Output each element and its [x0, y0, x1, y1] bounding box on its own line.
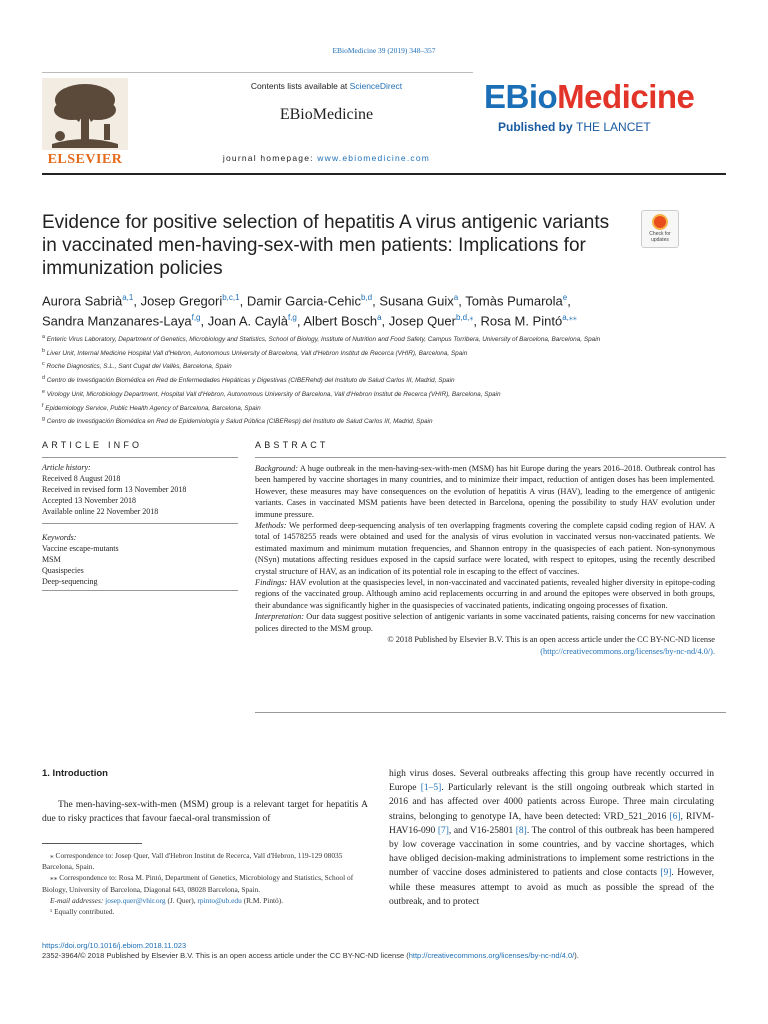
history-accepted: Accepted 13 November 2018 [42, 496, 136, 505]
divider [255, 712, 726, 713]
ref-link[interactable]: [1–5] [420, 783, 442, 794]
email-link[interactable]: josep.quer@vhir.org [105, 895, 166, 905]
author[interactable]: Aurora Sabrià [42, 293, 123, 309]
abstract-heading: ABSTRACT [255, 440, 329, 450]
homepage-link[interactable]: www.ebiomedicine.com [317, 153, 431, 163]
cc-license-link[interactable]: http://creativecommons.org/licenses/by-nc-nd/4.0/ [408, 951, 575, 960]
author-affiliation-marker[interactable]: f,g [191, 313, 201, 323]
abstract-background: Background: A huge outbreak in the men-having-sex-with-men (MSM) has hit Europe during the years 2016–2018. Outbreak control has been hampered by vaccine shortages in many countries, and to minimize their impact, reduction of antigen doses has been implemented. However, these measures may have consequences on the evolution of hepatitis A virus (HAV), leading to the emergence of antigenic variants. Cases in vaccinated MSM patients have been detected in Barcelona, opening the possibility to study HAV evolution under immune pressure. [255, 464, 715, 519]
journal-name: EBioMedicine [279, 106, 374, 123]
author-affiliation-marker[interactable]: b,d [360, 293, 373, 302]
email-link[interactable]: rpinto@ub.edu [197, 895, 242, 905]
author[interactable]: Rosa M. Pintó [480, 313, 563, 329]
author-affiliation-marker[interactable]: f,g [287, 313, 297, 323]
author[interactable]: Sandra Manzanares-Laya [42, 313, 192, 329]
correspondence-2: ⁎⁎ Correspondence to: Rosa M. Pintó, Department of Genetics, Microbiology and Statistics, School of Biology, University of Barcelona, Diagonal 643, 08028 Barcelona, Spain. [42, 873, 354, 894]
copyright-line: 2352-3964/© 2018 Published by Elsevier B.V. This is an open access article under the CC BY-NC-ND license (http://creativecommons.org/licenses/by-nc-nd/4.0/). [42, 951, 579, 960]
footnote-rule [42, 843, 142, 844]
contents-available: Contents lists available at ScienceDirect [250, 81, 403, 91]
history-received: Received 8 August 2018 [42, 474, 121, 483]
keyword: Quasispecies [42, 566, 84, 575]
article-history: Article history: Received 8 August 2018 Received in revised form 13 November 2018 Accepted 13 November 2018 Available online 22 November 2018 [42, 462, 238, 517]
journal-citation[interactable]: EBioMedicine 39 (2019) 348–357 [332, 46, 436, 55]
introduction-heading: 1. Introduction [42, 768, 108, 779]
article-title: Evidence for positive selection of hepatitis A virus antigenic variants in vaccinated men-having-sex-with men patients: Implications for immunization policies [42, 212, 610, 279]
history-online: Available online 22 November 2018 [42, 507, 159, 516]
author-affiliation-marker[interactable]: a,1 [122, 293, 134, 302]
affiliation: $^c$ Roche Diagnostics, S.L., Sant Cugat del Vallès, Barcelona, Spain [42, 361, 232, 371]
author-affiliation-marker[interactable]: b,d,⁎ [455, 313, 474, 323]
author[interactable]: Josep Gregori [140, 293, 223, 309]
ebiomedicine-logo: EBioMedicine [484, 78, 695, 115]
author[interactable]: Tomàs Pumarola [465, 293, 563, 309]
doi-link[interactable]: https://doi.org/10.1016/j.ebiom.2018.11.023 [42, 941, 187, 950]
keyword: MSM [42, 555, 61, 564]
ref-link[interactable]: [6] [669, 811, 681, 822]
keyword: Deep-sequencing [42, 577, 98, 586]
ref-link[interactable]: [9] [660, 868, 672, 879]
equal-contribution: ¹ Equally contributed. [50, 907, 115, 917]
affiliation: $^e$ Virology Unit, Microbiology Department, Hospital Vall d'Hebron, Autonomous University of Barcelona, Vall d'Hebron Institut de Recerca (VHIR), Barcelona, Spain [42, 388, 501, 398]
divider [42, 590, 238, 591]
intro-left-paragraph: The men-having-sex-with-men (MSM) group is a relevant target for hepatitis A due to risky practices that favour faecal-oral transmission of [42, 800, 368, 824]
header-top-rule [42, 72, 473, 73]
author[interactable]: Damir Garcia-Cehic [246, 293, 361, 309]
correspondence-1: ⁎ Correspondence to: Josep Quer, Vall d'Hebron Institut de Recerca, Vall d'Hebron, 119-129 08035 Barcelona, Spain. [42, 851, 343, 872]
author-list: Aurora Sabrià$^{a,1}$, Josep Gregori$^{b,c,1}$, Damir Garcia-Cehic$^{b,d}$, Susana Guix$^a$, Tomàs Pumarola$^e$, Sandra Manzanares-Laya$^{f,g}$, Joan A. Caylà$^{f,g}$, Albert Bosch$^a$, Josep Quer$^{b,d,⁎}$, Rosa M. Pintó$^{a,⁎⁎}$ [42, 293, 577, 329]
license-link[interactable]: (http://creativecommons.org/licenses/by-nc-nd/4.0/). [540, 646, 715, 656]
author[interactable]: Susana Guix [379, 293, 454, 309]
affiliation: $^f$ Epidemiology Service, Public Health Agency of Barcelona, Barcelona, Spain [42, 402, 261, 412]
author-affiliation-marker[interactable]: e [562, 293, 568, 302]
intro-right-paragraph: high virus doses. Several outbreaks affecting this group have recently occurred in Europe [1–5]. Particularly relevant is the still ongoing outbreak which started in 2016 and has affected over 4000 patients across Europe. Three main circulating strains, belonging to genotype IA, have been detected: VRD_521_2016 [6], RIVM-HAV16-090 [7], and V16-25801 [8]. The control of this outbreak has been hampered by low coverage vaccination in some countries, and by vaccine shortages, which have obliged decision-making administrations to implement some restrictions in the number of vaccine doses administered to patients and close contacts [9]. However, while these measures attempt to avoid as much as possible the spread of the outbreak, and to protect [389, 769, 715, 907]
email-addresses: E-mail addresses: josep.quer@vhir.org (J. Quer), rpinto@ub.edu (R.M. Pintó). [50, 895, 284, 905]
author-affiliation-marker[interactable]: a [453, 293, 459, 302]
author-affiliation-marker[interactable]: a,⁎⁎ [562, 313, 577, 323]
journal-homepage: journal homepage: www.ebiomedicine.com [222, 153, 431, 163]
author-affiliation-marker[interactable]: a [377, 313, 382, 323]
abstract-body [255, 463, 715, 657]
article-info-heading: ARTICLE INFO [42, 440, 143, 450]
divider [42, 457, 238, 458]
affiliation: $^b$ Liver Unit, Internal Medicine Hospital Vall d'Hebron, Autonomous University of Barcelona, Vall d'Hebron Institut de Recerca (VHIR), Barcelona, Spain [42, 347, 468, 357]
author-affiliation-marker[interactable]: b,c,1 [222, 293, 240, 302]
sciencedirect-link[interactable]: ScienceDirect [349, 81, 403, 91]
affiliation: $^d$ Centro de Investigación Biomédica en Red de Enfermedades Hepáticas y Digestivas (CIBERehd) del Instituto de Salud Carlos III, Madrid, Spain [42, 375, 455, 385]
author[interactable]: Albert Bosch [303, 313, 378, 329]
keyword: Vaccine escape-mutants [42, 544, 119, 553]
check-for-updates-button[interactable]: Check for updates [641, 210, 679, 248]
keywords: Keywords: Vaccine escape-mutants MSM Quasispecies Deep-sequencing [42, 532, 238, 587]
ref-link[interactable]: [7] [437, 825, 449, 836]
author[interactable]: Joan A. Caylà [207, 313, 288, 329]
header-bottom-rule [42, 173, 726, 175]
affiliation-list [42, 332, 732, 428]
ref-link[interactable]: [8] [515, 825, 527, 836]
license-statement: © 2018 Published by Elsevier B.V. This is an open access article under the CC BY-NC-ND license (http://creativecommons.org/licenses/by-nc-nd/4.0/). [387, 635, 715, 656]
abstract-methods: Methods: We performed deep-sequencing analysis of ten overlapping fragments covering the complete capsid coding region of HAV. A total of 14578255 reads were obtained and used for the analysis of virus evolution in vaccinated versus non-vaccinated patients. We estimated maximum and minimum mutation frequencies, and Shannon entropy in the quasispecies of each patient. Non-synonymous (NSyn) mutations affecting residues exposed in the capsid surface were located, with respect to epitopes, using the recently described crystal structure of HAV, as an indication of its potential role in escaping to the effect of vaccines. [255, 521, 715, 576]
abstract-findings: Findings: HAV evolution at the quasispecies level, in non-vaccinated and vaccinated patients, revealed higher diversity in epitope-coding regions of the vaccinated group. Although amino acid replacements occurring in and around the epitopes were observed in both groups, their abundance was significantly higher in the quasispecies of vaccinated patients, indicating ongoing processes of fixation. [255, 578, 715, 610]
footnotes [42, 850, 368, 917]
abstract-interpretation: Interpretation: Our data suggest positive selection of antigenic variants in some vaccinated patients, raising concerns for new vaccination polices directed to the MSM group. [255, 612, 715, 633]
affiliation: $^a$ Enteric Virus Laboratory, Department of Genetics, Microbiology and Statistics, School of Biology, Institute of Nutrition and Food Safety, Campus Torribera, University of Barcelona, Barcelona, Spain [42, 334, 601, 344]
elsevier-wordmark: ELSEVIER [47, 152, 123, 167]
author[interactable]: Josep Quer [388, 313, 456, 329]
divider [42, 523, 238, 524]
history-revised: Received in revised form 13 November 2018 [42, 485, 187, 494]
affiliation: $^g$ Centro de Investigación Biomédica en Red de Epidemiología y Salud Pública (CIBEResp) del Instituto de Salud Carlos III, Madrid, Spain [42, 416, 433, 426]
bookmark-icon [652, 214, 668, 230]
divider [255, 457, 726, 458]
published-by-lancet: Published by THE LANCET [498, 120, 651, 134]
